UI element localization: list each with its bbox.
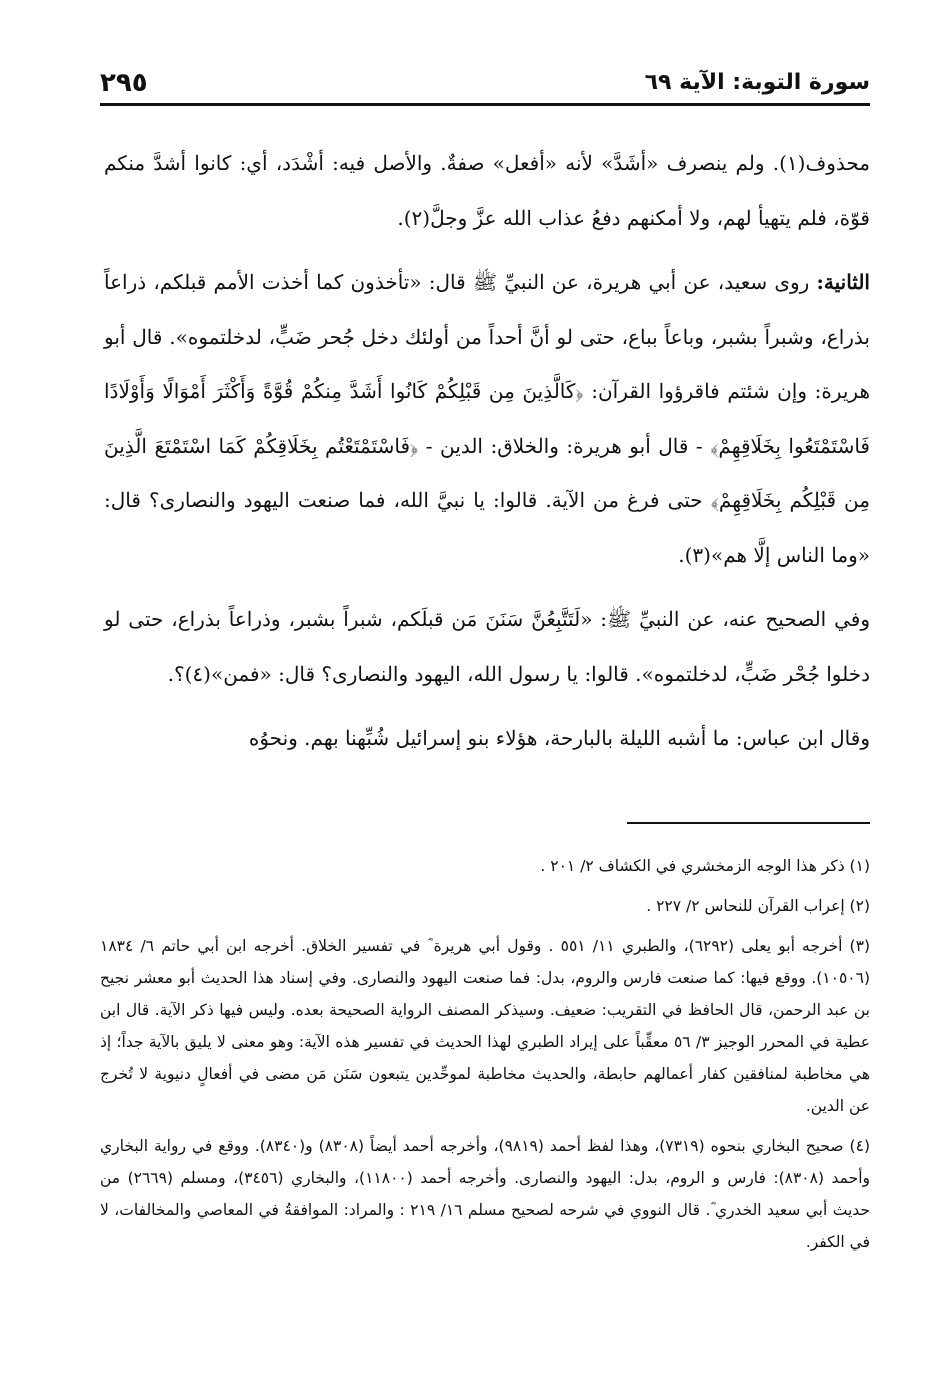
- header-rule: [100, 103, 870, 106]
- footnote-3: (٣) أخرجه أبو يعلى (٦٢٩٢)، والطبري ١١/ ٥٥١ . وقول أبي هريرة ؓ في تفسير الخلاق. أخرجه ابن أبي حاتم ٦/ ١٨٣٤ (١٠٥٠٦). ووقع فيها: كما صنعت فارس والروم، بدل: فما صنعت اليهود والنصارى. وفي إسناد هذا الحديث أبو معشر نجيح بن عبد الرحمن، قال الحافظ في التقريب: ضعيف. وسيذكر المصنف الرواية الصحيحة بعده. وليس فيها ذكر الآية. قال ابن عطية في المحرر الوجيز ٣/ ٥٦ معقِّباً على إيراد الطبري لهذا الحديث في تفسير هذه الآية: وهو معنى لا يليق بالآية جداً؛ إذ هي مخاطبة لمنافقين كفار أعمالهم حابطة، والحديث مخاطبة لموحِّدين يتبعون سَنَن مَن مضى في أفعالٍ دنيوية لا تُخرج عن الدين.: [100, 937, 871, 1115]
- paragraph-4: وقال ابن عباس: ما أشبه الليلة بالبارحة، هؤلاء بنو إسرائيل شُبِّهنا بهم. ونحوُه: [248, 726, 870, 750]
- footnote-2: (٢) إعراب القرآن للنحاس ٢/ ٢٢٧ .: [646, 897, 870, 915]
- footnote-4: (٤) صحيح البخاري بنحوه (٧٣١٩)، وهذا لفظ أحمد (٩٨١٩)، وأخرجه أحمد أيضاً (٨٣٠٨) و(٨٣٤٠). ووقع في رواية البخاري وأحمد (٨٣٠٨): فارس و الروم، بدل: اليهود والنصارى. وأخرجه أحمد (١١٨٠٠)، والبخاري (٣٤٥٦)، ومسلم (٢٦٦٩) من حديث أبي سعيد الخدري ؓ. قال النووي في شرحه لصحيح مسلم ١٦/ ٢١٩ : والمراد: الموافقةُ في المعاصي والمخالفات، لا في الكفر.: [100, 1137, 870, 1251]
- footnotes: [100, 850, 870, 1266]
- section-lead: الثانية:: [816, 270, 870, 294]
- paragraph-1: محذوف(١). ولم ينصرف «أشَدَّ» لأنه «أفعل» صفةٌ. والأصل فيه: أشْدَد، أي: كانوا أشدَّ منكم قوّة، فلم يتهيأ لهم، ولا أمكنهم دفعُ عذاب الله عزَّ وجلَّ(٢).: [104, 151, 870, 230]
- running-title: سورة التوبة: الآية ٦٩: [644, 70, 870, 95]
- footnote-1: (١) ذكر هذا الوجه الزمخشري في الكشاف ٢/ ٢٠١ .: [540, 857, 870, 875]
- page-number: ٢٩٥: [100, 68, 148, 98]
- paragraph-2: [104, 255, 870, 582]
- page-header: [100, 66, 870, 98]
- paragraph-3: وفي الصحيح عنه، عن النبيِّ ﷺ: «لَتَتَّبِعُنَّ سَنَنَ مَن قبلَكم، شبراً بشبر، وذراعاً بذراع، حتى لو دخلوا جُحْر ضَبٍّ، لدخلتموه». قالوا: يا رسول الله، اليهود والنصارى؟ قال: «فمن»(٤)؟.: [104, 607, 870, 686]
- paragraph-2-text: روى سعيد، عن أبي هريرة، عن النبيِّ ﷺ قال: «تأخذون كما أخذت الأمم قبلكم، ذراعاً بذراع، وشبراً بشبر، وباعاً بباع، حتى لو أنَّ أحداً من أولئك دخل جُحر ضَبٍّ، لدخلتموه». قال أبو هريرة: وإن شئتم فاقرؤوا القرآن: ﴿كَالَّذِينَ مِن قَبْلِكُمْ كَانُوا أَشَدَّ مِنكُمْ قُوَّةً وَأَكْثَرَ أَمْوَالًا وَأَوْلَادًا فَاسْتَمْتَعُوا بِخَلَاقِهِمْ﴾ - قال أبو هريرة: والخلاق: الدين - ﴿فَاسْتَمْتَعْتُم بِخَلَاقِكُمْ كَمَا اسْتَمْتَعَ الَّذِينَ مِن قَبْلِكُم بِخَلَاقِهِمْ﴾ حتى فرغ من الآية. قالوا: يا نبيَّ الله، فما صنعت اليهود والنصارى؟ قال: «وما الناس إلَّا هم»(٣).: [104, 270, 870, 567]
- footnote-divider: [627, 822, 870, 824]
- main-text: [104, 136, 870, 766]
